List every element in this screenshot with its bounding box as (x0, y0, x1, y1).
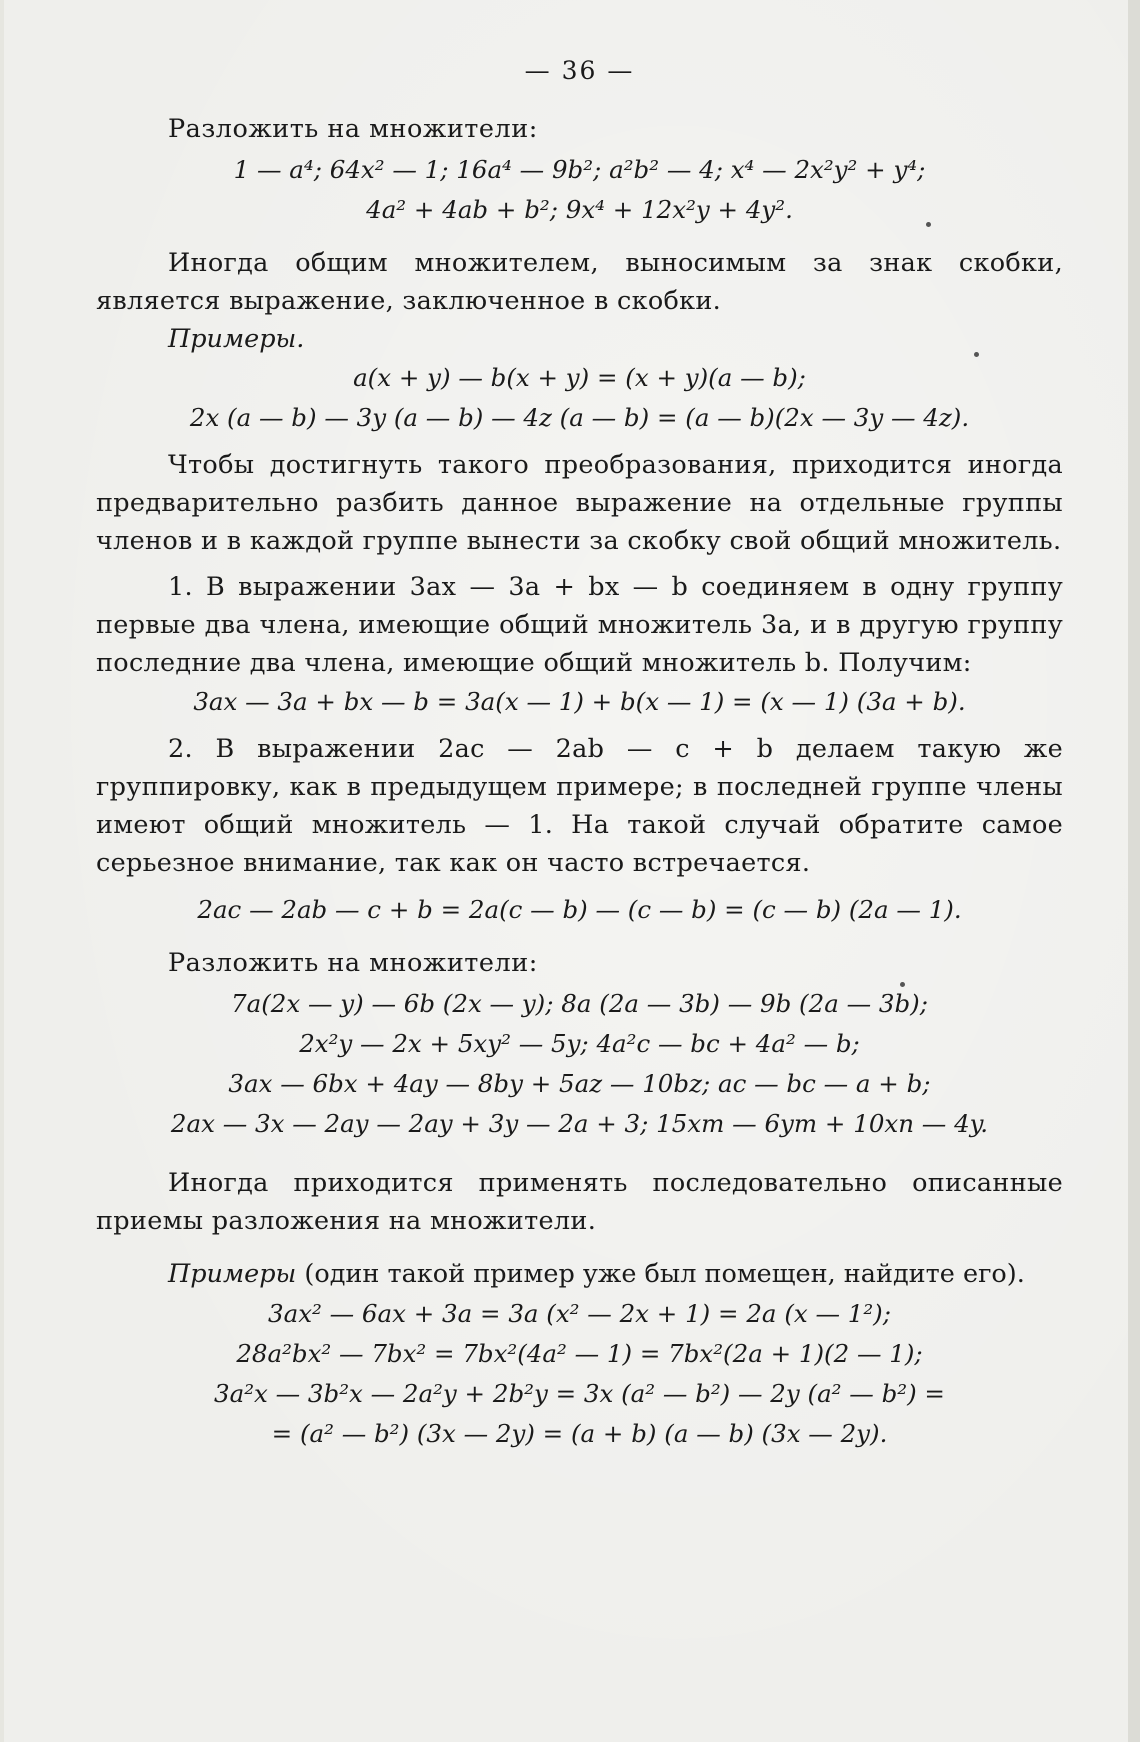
examples-note: (один такой пример уже был помещен, найдите его). (296, 1259, 1025, 1289)
formula-line: 28a²bx² — 7bx² = 7bx²(4a² — 1) = 7bx²(2a + 1)(2 — 1); (236, 1339, 923, 1368)
formula-line: = (a² — b²) (3x — 2y) = (a + b) (a — b) (3x — 2y). (271, 1419, 888, 1448)
formula-line: a(x + y) — b(x + y) = (x + y)(a — b); (353, 363, 806, 392)
print-speck (926, 222, 931, 227)
paragraph-common-factor: Иногда общим множителем, выносимым за знак скобки, является выражение, заключенное в скобки. (96, 248, 1063, 316)
examples2-line (96, 1254, 1063, 1294)
formula-line: 2ax — 3x — 2ay — 2ay + 3y — 2a + 3; 15xm — 6ym + 10xn — 4y. (170, 1109, 989, 1138)
page-number: — 36 — (524, 56, 635, 85)
formula-line: 2ac — 2ab — c + b = 2a(c — b) — (c — b) = (c — b) (2a — 1). (197, 895, 962, 924)
section2-heading: Разложить на множители: (168, 948, 538, 978)
paragraph-sequential: Иногда приходится применять последовательно описанные приемы разложения на множители. (96, 1168, 1063, 1236)
formula-line: 4a² + 4ab + b²; 9x⁴ + 12x²y + 4y². (366, 195, 793, 224)
examples-label: Примеры (168, 1259, 297, 1289)
examples-label: Примеры. (168, 324, 305, 354)
formula-line: 3ax — 6bx + 4ay — 8by + 5az — 10bz; ac — bc — a + b; (228, 1069, 931, 1098)
print-speck (900, 982, 905, 987)
paragraph-example-2: 2. В выражении 2ac — 2ab — c + b делаем такую же группировку, как в предыдущем примере; в последней группе члены имеют общий множитель — 1. На такой случай обратите самое серьезное внимание, так как он часто встречается. (96, 734, 1063, 878)
section1-heading: Разложить на множители: (168, 114, 538, 144)
formula-line: 2x²y — 2x + 5xy² — 5y; 4a²c — bc + 4a² — b; (299, 1029, 860, 1058)
formula-line: 7a(2x — y) — 6b (2x — y); 8a (2a — 3b) — 9b (2a — 3b); (231, 989, 928, 1018)
paragraph-example-1: 1. В выражении 3ax — 3a + bx — b соединяем в одну группу первые два члена, имеющие общий множитель 3a, и в другую группу последние два члена, имеющие общий множитель b. Получим: (96, 572, 1063, 678)
formula-line: 1 — a⁴; 64x² — 1; 16a⁴ — 9b²; a²b² — 4; x⁴ — 2x²y² + y⁴; (233, 155, 926, 184)
formula-line: 3a²x — 3b²x — 2a²y + 2b²y = 3x (a² — b²) — 2y (a² — b²) = (214, 1379, 945, 1408)
print-speck (974, 352, 979, 357)
formula-line: 3ax — 3a + bx — b = 3a(x — 1) + b(x — 1) = (x — 1) (3a + b). (193, 687, 966, 716)
formula-line: 3ax² — 6ax + 3a = 3a (x² — 2x + 1) = 2a (x — 1²); (268, 1299, 891, 1328)
formula-line: 2x (a — b) — 3y (a — b) — 4z (a — b) = (a — b)(2x — 3y — 4z). (189, 403, 970, 432)
paragraph-grouping: Чтобы достигнуть такого преобразования, приходится иногда предварительно разбить данное выражение на отдельные группы членов и в каждой группе вынести за скобку свой общий множитель. (96, 450, 1063, 556)
